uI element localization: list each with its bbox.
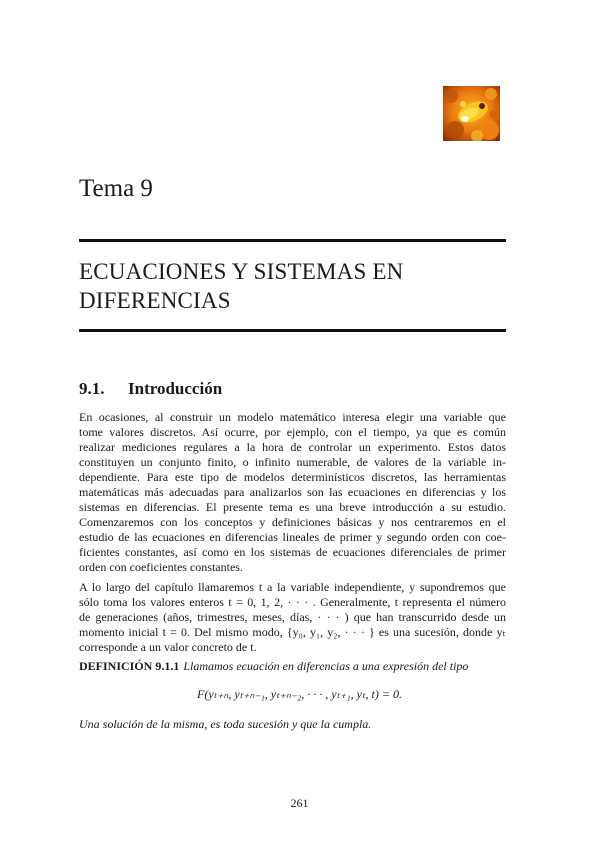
definition-solution-text: Una solución de la misma, es toda sucesión y que la cumpla. — [79, 717, 372, 731]
flower-photo-icon — [443, 86, 500, 141]
definition-text: Llamamos ecuación en diferencias a una expresión del tipo — [183, 659, 469, 673]
difference-equation-formula: F(yₜ₊ₙ, yₜ₊ₙ₋₁, yₜ₊ₙ₋₂, · · · , yₜ₊₁, yₜ, t) = 0. — [197, 687, 402, 701]
text-line: sistemas en diferencias. El presente tema es una breve introducción a su estudio. — [79, 500, 506, 514]
text-line: de generaciones (años, trimestres, meses, días, · · · ) que han transcurrido desde un — [79, 610, 506, 624]
text-line: Comenzaremos con los conceptos y definiciones básicas y nos centraremos en el — [79, 515, 506, 529]
text-line: tome valores discretos. Así ocurre, por ejemplo, con el tiempo, ya que es común — [79, 425, 506, 439]
section-heading — [79, 378, 222, 400]
paragraph-variables — [79, 580, 506, 655]
text-line: matemáticas más adecuadas para analizarlos son las ecuaciones en diferencias y los — [79, 485, 506, 499]
chapter-title-line: ECUACIONES Y SISTEMAS EN — [79, 259, 404, 284]
text-line: estudio de las ecuaciones en diferencias lineales de primer y segundo orden con coe- — [79, 530, 506, 544]
chapter-title — [79, 257, 509, 315]
text-line: sólo toma los valores enteros t = 0, 1, 2, · · · . Generalmente, t representa el número — [79, 595, 506, 609]
paragraph-introduction — [79, 410, 506, 575]
text-line: constituyen un conjunto finito, o infinito numerable, de valores de la variable in- — [79, 455, 506, 469]
definition-label: DEFINICIÓN 9.1.1 — [79, 659, 180, 673]
definition-block — [79, 659, 506, 674]
text-line: momento inicial t = 0. Del mismo modo, {y₀, y₁, y₂, · · · } es una sucesión, donde yₜ — [79, 625, 506, 639]
text-line: orden con coeficientes constantes. — [79, 560, 243, 574]
text-line: corresponde a un valor concreto de t. — [79, 640, 257, 654]
page-number: 261 — [290, 796, 309, 810]
section-title: Introducción — [128, 379, 223, 398]
title-rule-top — [79, 239, 506, 242]
chapter-title-line: DIFERENCIAS — [79, 288, 231, 313]
text-line: En ocasiones, al construir un modelo matemático interesa elegir una variable que — [79, 410, 506, 424]
text-line: realizar mediciones regulares a la hora de controlar un experimento. Estos datos — [79, 440, 506, 454]
text-line: ficientes constantes, así como en los sistemas de ecuaciones diferenciales de primer — [79, 545, 506, 559]
text-line: dependiente. Para este tipo de modelos determinísticos discretos, las herramientas — [79, 470, 506, 484]
text-line: A lo largo del capítulo llamaremos t a la variable independiente, y supondremos que — [79, 580, 506, 594]
chapter-label: Tema 9 — [79, 175, 153, 202]
chapter-decorative-image — [443, 86, 500, 141]
title-rule-bottom — [79, 329, 506, 332]
section-number: 9.1. — [79, 379, 105, 398]
